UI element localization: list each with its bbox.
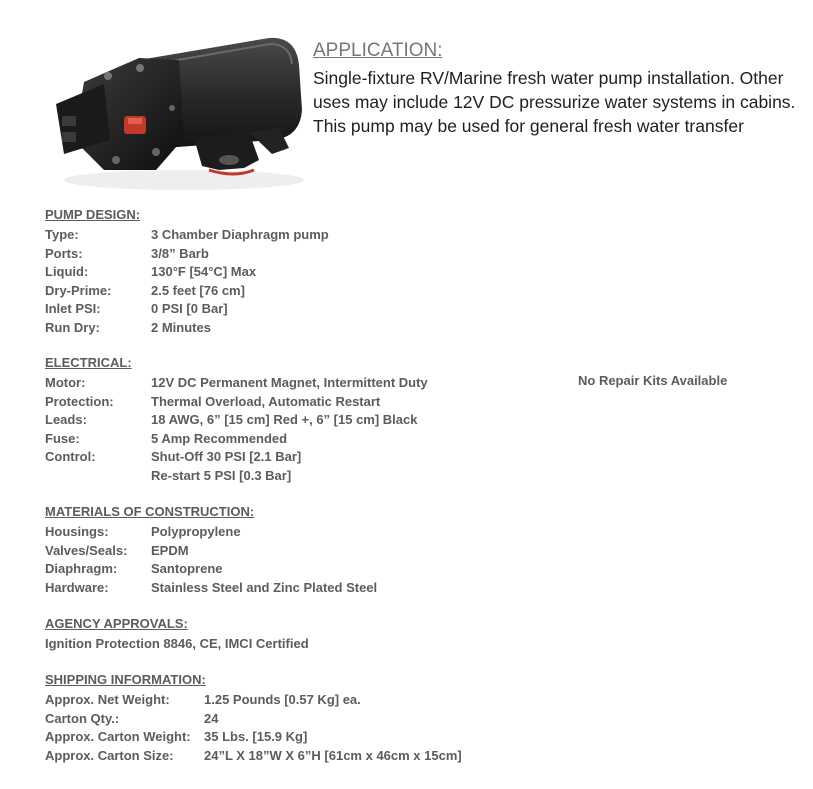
- spec-key: Run Dry:: [45, 319, 100, 335]
- spec-row: [45, 728, 462, 747]
- spec-row: [45, 747, 462, 766]
- application-section: [313, 40, 803, 138]
- spec-row: [45, 430, 428, 449]
- spec-key: Approx. Net Weight:: [45, 692, 170, 707]
- spec-key: Fuse:: [45, 430, 80, 446]
- pump-design-section: [45, 206, 329, 338]
- spec-value: 24: [204, 710, 219, 726]
- spec-key: Carton Qty.:: [45, 710, 120, 726]
- spec-value: Santoprene: [151, 561, 223, 577]
- spec-value: Thermal Overload, Automatic Restart: [151, 393, 381, 409]
- materials-section: [45, 503, 377, 597]
- spec-value: 1.25 Pounds [0.57 Kg] ea.: [204, 692, 361, 707]
- spec-row: [45, 411, 428, 430]
- materials-heading: MATERIALS OF CONSTRUCTION:: [45, 504, 255, 519]
- spec-value: 5 Amp Recommended: [151, 430, 288, 446]
- spec-row: [45, 691, 462, 710]
- spec-key: Valves/Seals:: [45, 542, 128, 558]
- spec-value: 2 Minutes: [151, 319, 211, 335]
- spec-key: Dry-Prime:: [45, 282, 112, 298]
- spec-key: Housings:: [45, 524, 109, 539]
- spec-value: Re-start 5 PSI [0.3 Bar]: [151, 467, 292, 483]
- spec-key: Ports:: [45, 245, 83, 261]
- spec-key: Hardware:: [45, 579, 109, 595]
- application-line: uses may include 12V DC pressurize water systems in cabins.: [313, 92, 796, 112]
- spec-key: Inlet PSI:: [45, 301, 101, 317]
- spec-value: Polypropylene: [151, 524, 241, 539]
- spec-row: [45, 300, 329, 319]
- spec-key: Liquid:: [45, 264, 89, 280]
- shipping-section: [45, 671, 462, 765]
- spec-key: [45, 467, 151, 486]
- spec-value: 24”L X 18”W X 6”H [61cm x 46cm x 15cm]: [204, 747, 462, 763]
- spec-row: [45, 542, 377, 561]
- spec-key: Approx. Carton Weight:: [45, 729, 191, 745]
- shipping-heading: SHIPPING INFORMATION:: [45, 672, 206, 687]
- spec-key: Leads:: [45, 412, 87, 428]
- spec-key: Control:: [45, 449, 96, 465]
- spec-value: Stainless Steel and Zinc Plated Steel: [151, 579, 378, 595]
- spec-value: 3 Chamber Diaphragm pump: [151, 227, 329, 242]
- spec-value: 3/8” Barb: [151, 245, 209, 261]
- spec-row: [45, 448, 428, 467]
- spec-key: Protection:: [45, 393, 114, 409]
- spec-row: [45, 374, 428, 393]
- spec-row: [45, 282, 329, 301]
- spec-row: [45, 560, 377, 579]
- spec-row: [45, 319, 329, 338]
- application-text: [313, 66, 803, 138]
- spec-row: [45, 579, 377, 598]
- agency-section: [45, 615, 309, 654]
- electrical-section: [45, 354, 428, 486]
- spec-value: 130°F [54°C] Max: [151, 264, 257, 280]
- spec-value: Shut-Off 30 PSI [2.1 Bar]: [151, 449, 302, 465]
- repair-kits-note: No Repair Kits Available: [578, 373, 728, 388]
- spec-value: EPDM: [151, 542, 189, 558]
- spec-value: 2.5 feet [76 cm]: [151, 282, 245, 298]
- pump-design-heading: PUMP DESIGN:: [45, 207, 141, 222]
- agency-text: Ignition Protection 8846, CE, IMCI Certified: [45, 636, 309, 651]
- spec-value: 12V DC Permanent Magnet, Intermittent Duty: [151, 375, 428, 390]
- agency-heading: AGENCY APPROVALS:: [45, 616, 188, 631]
- pump-photo: [44, 20, 306, 196]
- spec-row: [45, 523, 377, 542]
- application-line: Single-fixture RV/Marine fresh water pump installation. Other: [313, 68, 784, 88]
- application-line: This pump may be used for general fresh water transfer: [313, 116, 744, 136]
- spec-key: Type:: [45, 227, 79, 242]
- spec-row: [45, 263, 329, 282]
- spec-row: [45, 226, 329, 245]
- spec-value: 35 Lbs. [15.9 Kg]: [204, 729, 308, 745]
- spec-key: Diaphragm:: [45, 561, 118, 577]
- spec-row: [45, 245, 329, 264]
- spec-row: [45, 393, 428, 412]
- spec-key: Approx. Carton Size:: [45, 747, 174, 763]
- spec-value: 18 AWG, 6” [15 cm] Red +, 6” [15 cm] Black: [151, 412, 418, 428]
- electrical-heading: ELECTRICAL:: [45, 355, 132, 370]
- spec-row: [45, 467, 428, 486]
- spec-key: Motor:: [45, 375, 86, 390]
- spec-row: [45, 710, 462, 729]
- spec-value: 0 PSI [0 Bar]: [151, 301, 228, 317]
- application-title: APPLICATION:: [313, 40, 443, 61]
